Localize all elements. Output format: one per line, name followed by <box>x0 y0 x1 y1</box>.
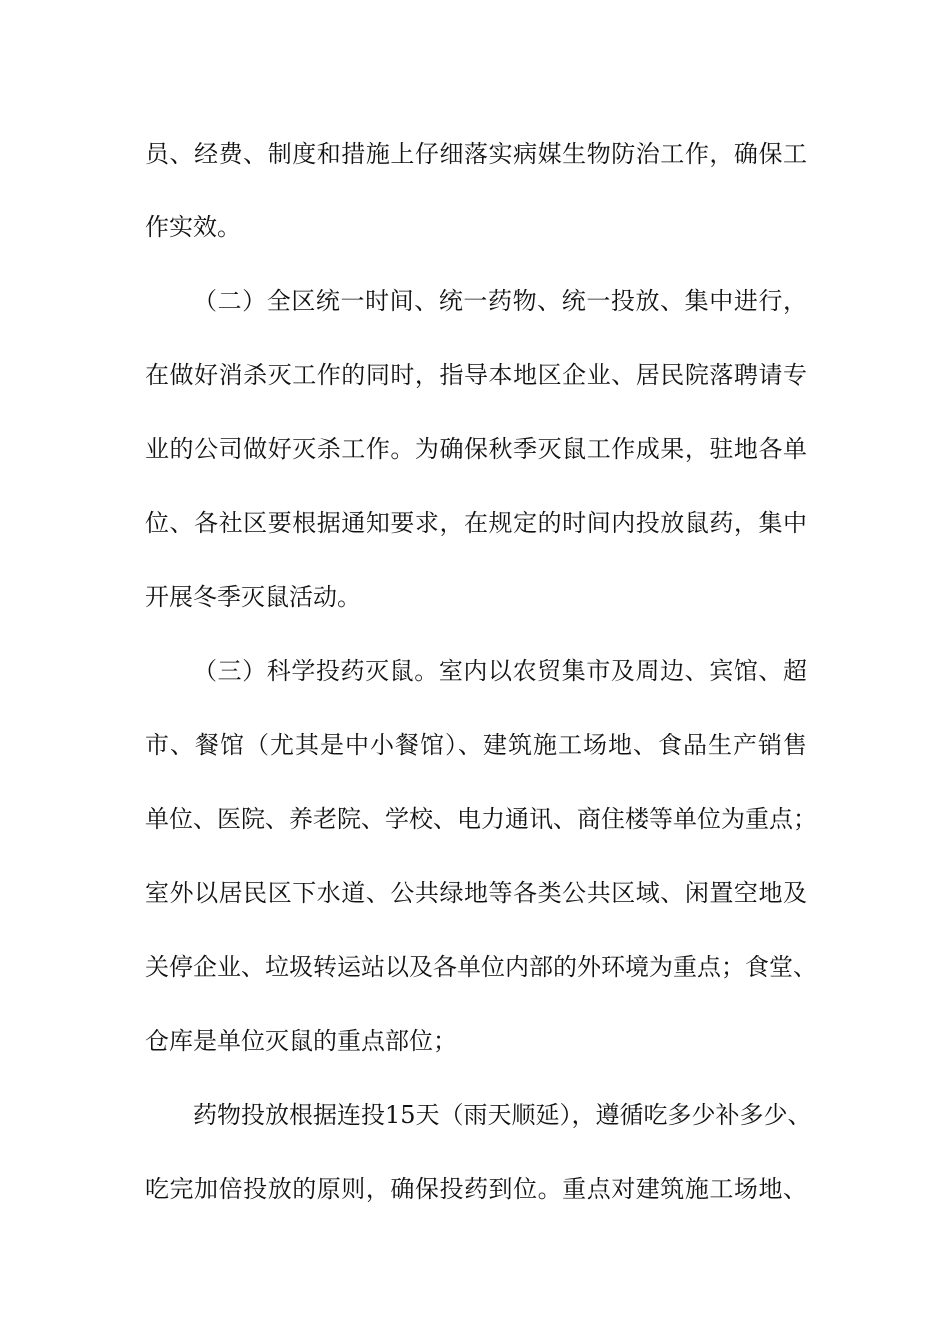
text-line-13: 仓库是单位灭鼠的重点部位； <box>145 1027 457 1055</box>
text-line-7: 开展冬季灭鼠活动。 <box>145 583 361 611</box>
text-line-5: 业的公司做好灭杀工作。为确保秋季灭鼠工作成果，驻地各单 <box>145 435 807 463</box>
text-line-3: （二）全区统一时间、统一药物、统一投放、集中进行， <box>193 287 807 315</box>
text-line-8: （三）科学投药灭鼠。室内以农贸集市及周边、宾馆、超 <box>193 657 807 685</box>
text-line-11: 室外以居民区下水道、公共绿地等各类公共区域、闲置空地及 <box>145 879 807 907</box>
text-line-12: 关停企业、垃圾转运站以及各单位内部的外环境为重点；食堂、 <box>145 953 817 981</box>
text-line-1: 员、经费、制度和措施上仔细落实病媒生物防治工作，确保工 <box>145 140 807 168</box>
text-line-6: 位、各社区要根据通知要求，在规定的时间内投放鼠药，集中 <box>145 509 807 537</box>
text-line-9: 市、餐馆（尤其是中小餐馆）、建筑施工场地、食品生产销售 <box>145 731 807 759</box>
text-line-15: 吃完加倍投放的原则，确保投药到位。重点对建筑施工场地、 <box>145 1175 807 1203</box>
text-line-4: 在做好消杀灭工作的同时，指导本地区企业、居民院落聘请专 <box>145 361 807 389</box>
text-line-10: 单位、医院、养老院、学校、电力通讯、商住楼等单位为重点； <box>145 805 817 833</box>
text-line-14: 药物投放根据连投15天（雨天顺延），遵循吃多少补多少、 <box>193 1101 812 1129</box>
text-line-2: 作实效。 <box>145 213 241 241</box>
